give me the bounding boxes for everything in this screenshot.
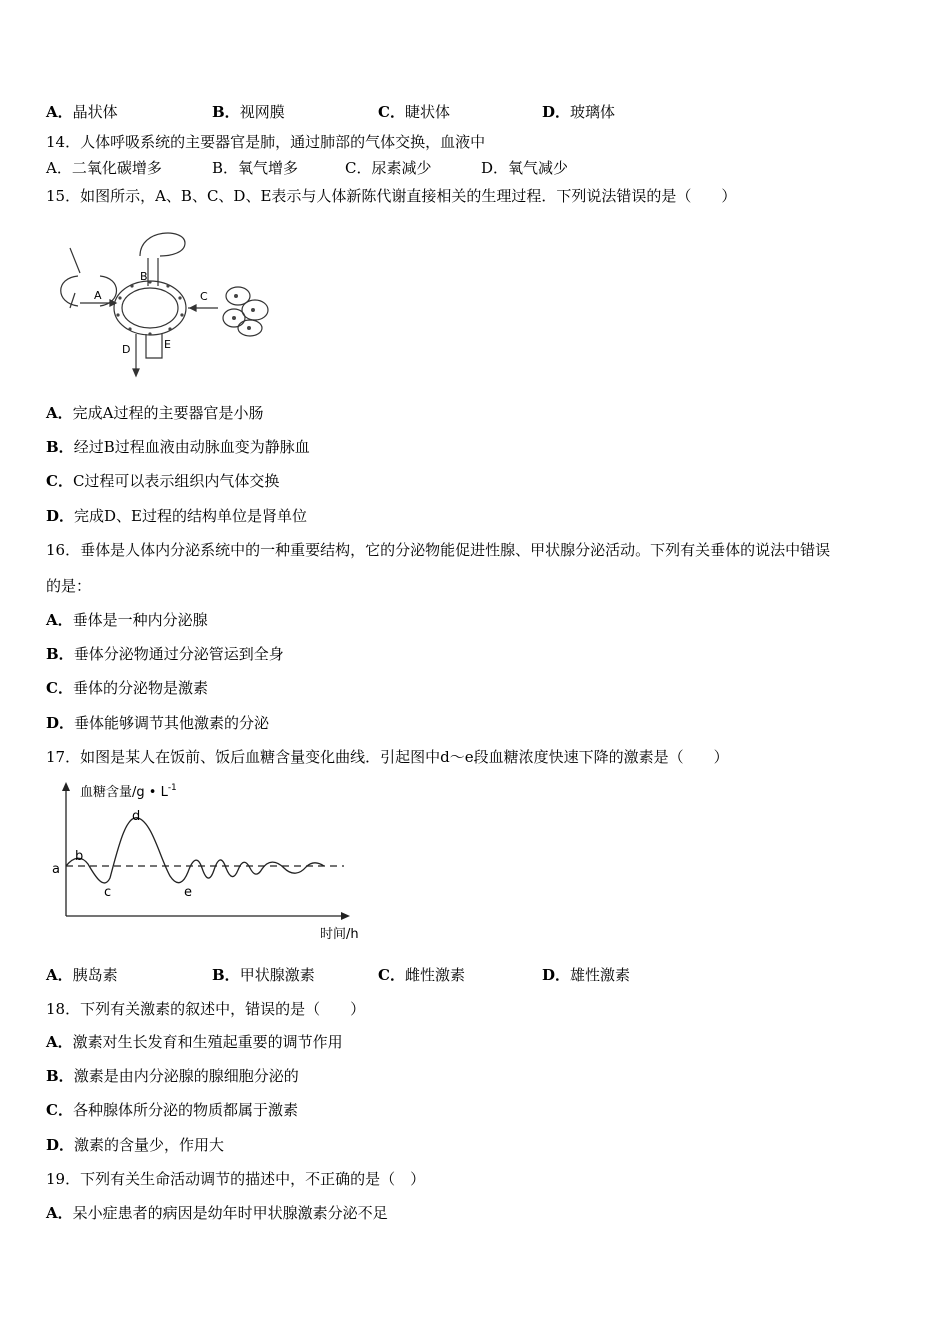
lung-loop-top	[140, 233, 185, 256]
q13-option-d: D．玻璃体	[542, 103, 616, 121]
q17-option-d: D．雄性激素	[542, 966, 631, 984]
q17-blood-sugar-graph	[48, 778, 368, 948]
q14-option-d: D．氧气减少	[481, 159, 569, 177]
q15-metabolism-diagram	[50, 218, 300, 383]
arrow-e	[146, 334, 162, 358]
q15-stem: 15．如图所示，A、B、C、D、E表示与人体新陈代谢直接相关的生理过程．下列说法错误的是（ ）	[46, 187, 737, 205]
point-b: b	[75, 849, 84, 864]
q18-option-c: C．各种腺体所分泌的物质都属于激素	[46, 1101, 298, 1119]
point-a: a	[52, 862, 60, 877]
q14-option-b: B．氧气增多	[212, 159, 299, 177]
label-d: D	[122, 343, 131, 356]
q13-option-b: B．视网膜	[212, 103, 285, 121]
q15-option-b: B．经过B过程血液由动脉血变为静脉血	[46, 438, 310, 456]
point-d: d	[132, 809, 141, 824]
q16-option-b: B．垂体分泌物通过分泌管运到全身	[46, 645, 284, 663]
q17-option-a: A．胰岛素	[46, 966, 118, 984]
blood-sugar-curve	[66, 818, 324, 883]
q16-stem-line2: 的是：	[46, 577, 92, 595]
label-b: B	[140, 270, 148, 283]
label-a: A	[94, 289, 102, 302]
q13-option-c: C．睫状体	[378, 103, 450, 121]
q17-stem: 17．如图是某人在饭前、饭后血糖含量变化曲线．引起图中d～e段血糖浓度快速下降的激素是（ ）	[46, 748, 729, 766]
q17-option-c: C．雌性激素	[378, 966, 465, 984]
q15-option-d: D．完成D、E过程的结构单位是肾单位	[46, 507, 307, 525]
vessel-outer-ring	[114, 281, 186, 335]
q16-option-a: A．垂体是一种内分泌腺	[46, 611, 208, 629]
q18-option-d: D．激素的含量少，作用大	[46, 1136, 225, 1154]
q16-option-c: C．垂体的分泌物是激素	[46, 679, 208, 697]
q18-option-b: B．激素是由内分泌腺的腺细胞分泌的	[46, 1067, 299, 1085]
point-c: c	[104, 885, 112, 900]
q14-option-c: C．尿素减少	[345, 159, 432, 177]
q19-stem: 19．下列有关生命活动调节的描述中，不正确的是（ ）	[46, 1170, 426, 1188]
point-e: e	[184, 885, 192, 900]
label-c: C	[200, 290, 208, 303]
q14-stem: 14．人体呼吸系统的主要器官是肺，通过肺部的气体交换，血液中	[46, 133, 486, 151]
x-axis-label: 时间/h	[320, 927, 359, 942]
q16-stem-line1: 16．垂体是人体内分泌系统中的一种重要结构，它的分泌物能促进性腺、甲状腺分泌活动。下列有关垂体的说法中错误	[46, 541, 831, 559]
q15-option-c: C．C过程可以表示组织内气体交换	[46, 472, 280, 490]
q18-option-a: A．激素对生长发育和生殖起重要的调节作用	[46, 1033, 343, 1051]
q19-option-a: A．呆小症患者的病因是幼年时甲状腺激素分泌不足	[46, 1204, 388, 1222]
q14-option-a: A．二氧化碳增多	[46, 159, 162, 177]
q17-option-b: B．甲状腺激素	[212, 966, 315, 984]
q18-stem: 18．下列有关激素的叙述中，错误的是（ ）	[46, 1000, 366, 1018]
digestive-loop-left	[61, 276, 117, 306]
y-axis-label: 血糖含量/g • $L^{-1}$	[80, 783, 177, 800]
vessel-inner-ring	[122, 288, 178, 328]
label-e: E	[164, 338, 171, 351]
q16-option-d: D．垂体能够调节其他激素的分泌	[46, 714, 270, 732]
q13-option-a: A．晶状体	[46, 103, 118, 121]
q15-option-a: A．完成A过程的主要器官是小肠	[46, 404, 264, 422]
